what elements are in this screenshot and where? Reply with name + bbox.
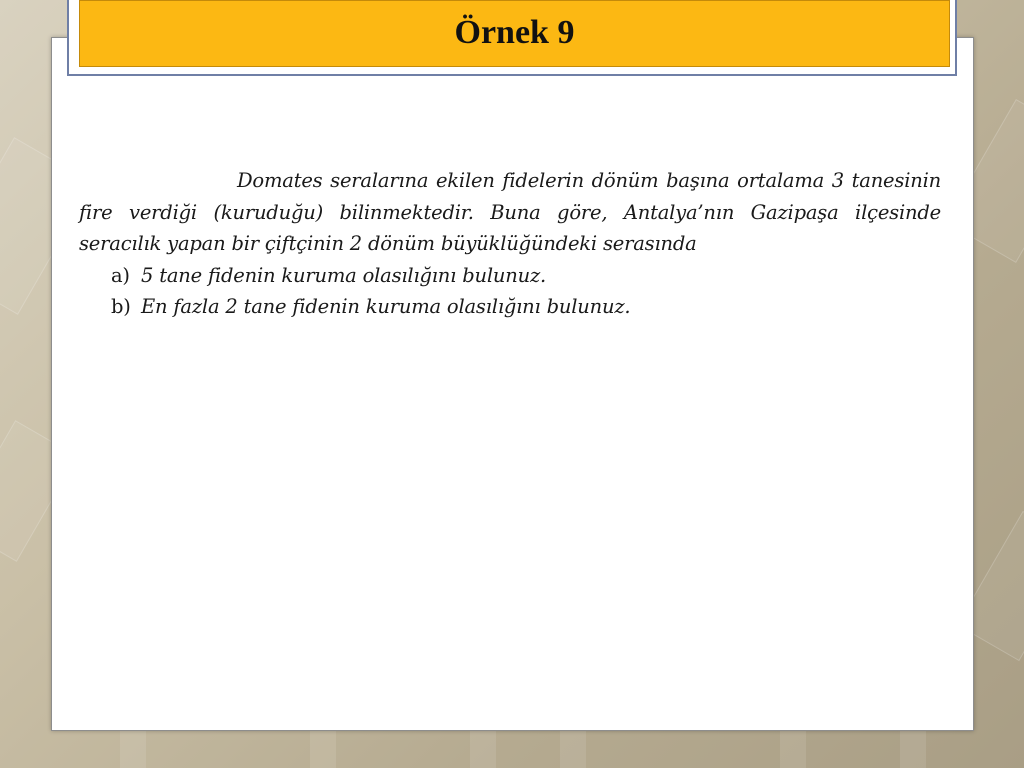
question-item-a [79,260,941,292]
problem-statement [79,165,941,323]
question-text-b: En fazla 2 tane fidenin kuruma olasılığını bulunuz. [141,295,631,318]
question-marker-a: a) [111,263,130,287]
slide-title: Örnek 9 [454,13,575,51]
question-item-b [79,291,941,323]
slide-content-panel [51,37,974,731]
title-bar [79,0,950,67]
question-text-a: 5 tane fidenin kuruma olasılığını bulunuz. [141,263,547,287]
question-marker-b: b) [111,295,131,318]
problem-paragraph: Domates seralarına ekilen fidelerin dönüm başına ortalama 3 tanesinin fire verdiği (kuruduğu) bilinmektedir. Buna göre, Antalya’nın Gazipaşa ilçesinde seracılık yapan bir çiftçinin 2 dönüm büyüklüğündeki serasında [79,169,941,255]
